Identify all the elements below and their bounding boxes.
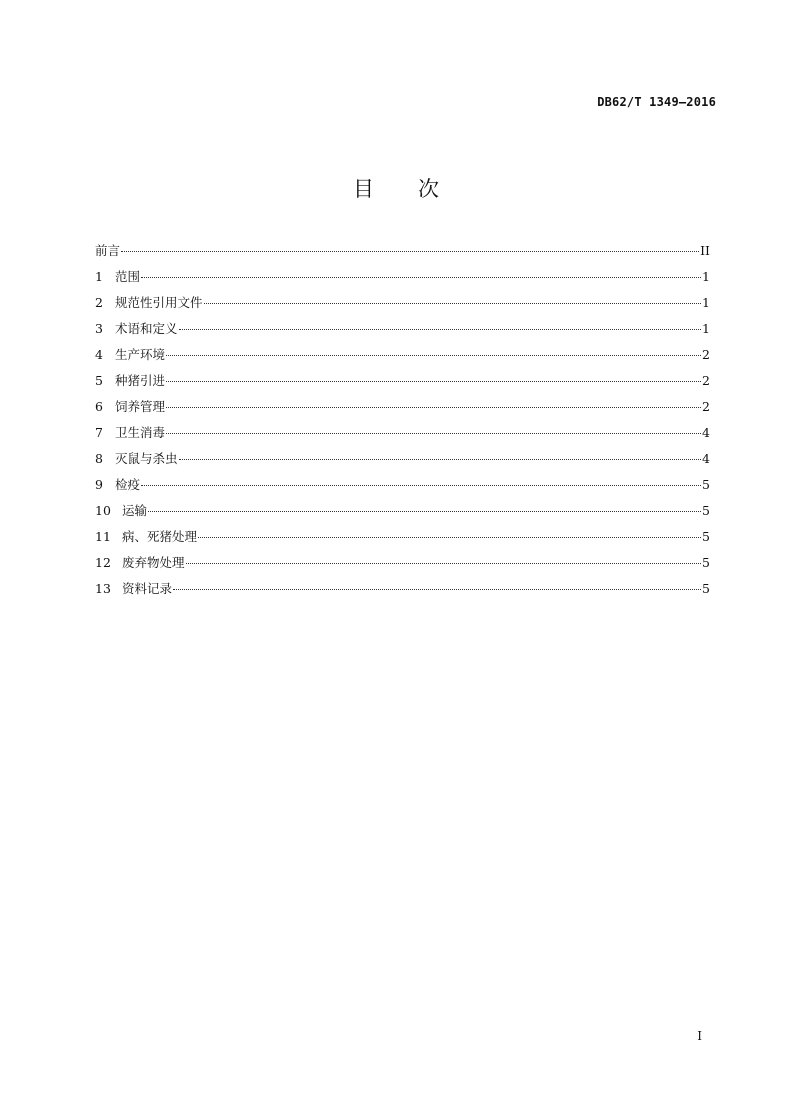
toc-entry-label: 规范性引用文件 [115, 295, 203, 310]
toc-entry-label: 范围 [115, 269, 141, 284]
toc-entry-page: 5 [702, 581, 710, 596]
toc-entry-3[interactable] [95, 316, 710, 342]
toc-dot-leader [166, 355, 701, 356]
toc-entry-11[interactable] [95, 524, 710, 550]
toc-entry-number: 7 [95, 425, 103, 440]
toc-dot-leader [166, 381, 701, 382]
toc-dot-leader [148, 511, 701, 512]
toc-dot-leader [166, 433, 701, 434]
toc-entry-label: 前言 [95, 243, 121, 258]
toc-entry-page: 5 [702, 477, 710, 492]
toc-entry-number: 13 [95, 581, 111, 596]
toc-entry-number: 11 [95, 529, 111, 544]
toc-entry-6[interactable] [95, 394, 710, 420]
toc-entry-label: 资料记录 [122, 581, 173, 596]
table-of-contents [95, 238, 710, 602]
toc-entry-8[interactable] [95, 446, 710, 472]
toc-entry-number: 10 [95, 503, 111, 518]
toc-entry-label: 病、死猪处理 [122, 529, 198, 544]
page-number: I [697, 1029, 702, 1043]
toc-dot-leader [173, 589, 701, 590]
toc-entry-page: 1 [702, 295, 710, 310]
toc-entry-number: 8 [95, 451, 103, 466]
toc-entry-label: 灭鼠与杀虫 [115, 451, 178, 466]
toc-dot-leader [204, 303, 702, 304]
toc-entry-number: 9 [95, 477, 103, 492]
toc-entry-number: 1 [95, 269, 103, 284]
toc-entry-page: 2 [702, 399, 710, 414]
toc-entry-label: 术语和定义 [115, 321, 178, 336]
toc-entry-page: 1 [702, 269, 710, 284]
toc-dot-leader [179, 329, 702, 330]
toc-entry-5[interactable] [95, 368, 710, 394]
toc-entry-number: 5 [95, 373, 103, 388]
toc-entry-number: 3 [95, 321, 103, 336]
toc-entry-2[interactable] [95, 290, 710, 316]
toc-entry-number: 2 [95, 295, 103, 310]
toc-entry-page: 2 [702, 373, 710, 388]
toc-entry-label: 废弃物处理 [122, 555, 185, 570]
toc-entry-page: 4 [702, 425, 710, 440]
toc-entry-13[interactable] [95, 576, 710, 602]
toc-entry-label: 饲养管理 [115, 399, 166, 414]
toc-entry-12[interactable] [95, 550, 710, 576]
toc-entry-number: 6 [95, 399, 103, 414]
toc-entry-label: 运输 [122, 503, 148, 518]
toc-entry-page: 1 [702, 321, 710, 336]
toc-entry-label: 生产环境 [115, 347, 166, 362]
toc-dot-leader [186, 563, 702, 564]
toc-entry-page: 5 [702, 503, 710, 518]
toc-dot-leader [141, 277, 701, 278]
toc-entry-number: 4 [95, 347, 103, 362]
toc-entry-10[interactable] [95, 498, 710, 524]
toc-entry-page: 5 [702, 529, 710, 544]
toc-entry-page: 2 [702, 347, 710, 362]
toc-entry-7[interactable] [95, 420, 710, 446]
toc-dot-leader [166, 407, 701, 408]
toc-entry-9[interactable] [95, 472, 710, 498]
toc-entry-page: II [700, 243, 710, 258]
toc-entry-page: 4 [702, 451, 710, 466]
toc-entry-number: 12 [95, 555, 111, 570]
toc-entry-label: 卫生消毒 [115, 425, 166, 440]
toc-dot-leader [198, 537, 701, 538]
toc-dot-leader [121, 251, 699, 252]
toc-entry-4[interactable] [95, 342, 710, 368]
toc-dot-leader [141, 485, 701, 486]
toc-entry-1[interactable] [95, 264, 710, 290]
page-title: 目次 [353, 177, 483, 201]
toc-entry-label: 种猪引进 [115, 373, 166, 388]
toc-entry-foreword[interactable] [95, 238, 710, 264]
document-header-number: DB62/T 1349—2016 [597, 95, 716, 109]
toc-entry-label: 检疫 [115, 477, 141, 492]
toc-entry-page: 5 [702, 555, 710, 570]
toc-dot-leader [179, 459, 702, 460]
